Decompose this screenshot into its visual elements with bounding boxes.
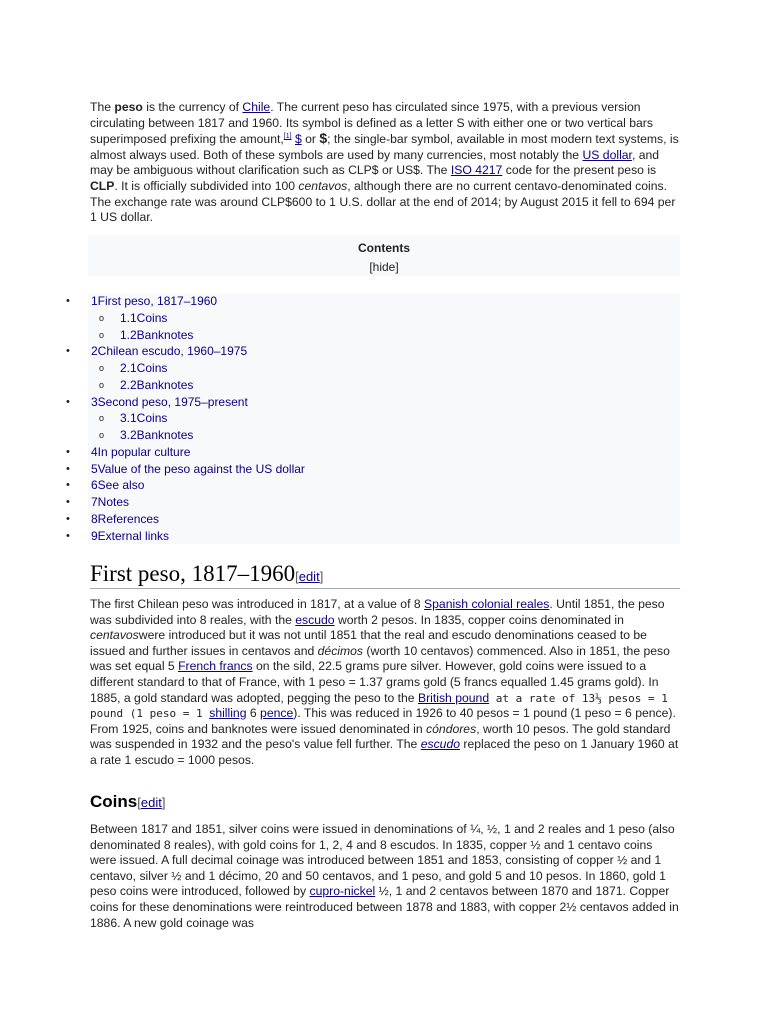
toc-item[interactable]: • 2Chilean escudo, 1960–1975 [66, 344, 248, 359]
toc-subitem[interactable]: o 3.1Coins [99, 411, 168, 426]
toc-item[interactable]: • 5Value of the peso against the US dollar [66, 461, 305, 476]
toc-subitem[interactable]: o 3.2Banknotes [99, 428, 194, 443]
peso-bold: peso [114, 100, 143, 114]
intro-paragraph: The peso is the currency of Chile. The current peso has circulated since 1975, with a previous version circulating between 1817 and 1960. Its symbol is defined as a letter S with either one or two vertical bars superimposed prefixing the amount,[1] $ or $; the single-bar symbol, available in most modern text systems, is almost always used. Both of these symbols are used by many currencies, most notably the US dollar, and may be ambiguous without clarification such as CLP$ or US$. The ISO 4217 code for the present peso is CLP. It is officially subdivided into 100 centavos, although there are no current centavo-denominated coins. The exchange rate was around CLP$600 to 1 U.S. dollar at the end of 2014; by August 2015 it fell to 694 per 1 US dollar. [90, 100, 679, 225]
toc-item[interactable]: • 3Second peso, 1975–present [66, 394, 248, 409]
toc-item[interactable]: • 1First peso, 1817–1960 [66, 294, 218, 308]
chile-link[interactable]: Chile [242, 100, 271, 114]
toc-item[interactable]: • 8References [66, 511, 160, 526]
escudo-link[interactable]: escudo [295, 612, 335, 627]
first-peso-paragraph: The first Chilean peso was introduced in 1817, at a value of 8 Spanish colonial reales. Until 1851, the peso was subdivided into 8 reales, with the escudo worth 2 pesos. In 1835, copper coins denominated in centavoswere introduced but it was not until 1851 that the real and escudo denominations ceased to be issued and further issues in centavos and décimos (worth 10 centavos) commenced. Also in 1851, the peso was set equal 5 French francs on the sild, 22.5 grams pure silver. However, gold coins were issued to a different standard to that of France, with 1 peso = 1.37 grams gold (5 francs equalled 1.45 grams gold). In 1885, a gold standard was adopted, pegging the peso to the British pound at a rate of 13⅓ pesos = 1 pound (1 peso = 1 shilling 6 pence). This was reduced in 1926 to 40 pesos = 1 pound (1 peso = 6 pence). From 1925, coins and banknotes were issued denominated in cóndores, worth 10 pesos. The gold standard was suspended in 1932 and the peso's value fell further. The escudo replaced the peso on 1 January 1960 at a rate 1 escudo = 1000 pesos. [90, 597, 679, 767]
toc-list [66, 293, 680, 544]
british-pound-link[interactable]: British pound [417, 690, 490, 705]
edit-link[interactable]: edit [298, 569, 320, 584]
toc-header [88, 235, 680, 276]
iso-4217-link[interactable]: ISO 4217 [450, 163, 503, 178]
coins-paragraph: Between 1817 and 1851, silver coins were issued in denominations of ¼, ½, 1 and 2 reales and 1 peso (also denominated 8 reales), with gold coins for 1, 2, 4 and 8 escudos. In 1835, copper ½ and 1 centavo coins were issued. A full decimal coinage was introduced between 1851 and 1853, consisting of copper ½ and 1 centavo, silver ½ and 1 décimo, 20 and 50 centavos, and 1 peso, and gold 5 and 10 pesos. In 1860, gold 1 peso coins were introduced, followed by cupro-nickel ½, 1 and 2 centavos between 1870 and 1871. Copper coins for these denominations were reintroduced between 1878 and 1883, with copper 2½ centavos added in 1886. A new gold coinage was [90, 822, 679, 930]
cupro-nickel-link[interactable]: cupro-nickel [309, 884, 376, 899]
shilling-link[interactable]: shilling [209, 706, 247, 721]
toc-item[interactable]: • 7Notes [66, 495, 130, 510]
toc-subitem[interactable]: o 2.2Banknotes [99, 377, 194, 392]
toc-item[interactable]: • 9External links [66, 528, 170, 543]
section-heading-coins: Coins[edit] [90, 792, 166, 811]
section-heading-first-peso: First peso, 1817–1960[edit] [90, 560, 680, 589]
toc-subitem[interactable]: o 1.2Banknotes [99, 327, 194, 342]
toc-subitem[interactable]: o 2.1Coins [99, 361, 168, 376]
edit-link[interactable]: edit [140, 795, 162, 810]
escudo-link-2[interactable]: escudo [420, 737, 461, 752]
toc-item[interactable]: • 4In popular culture [66, 444, 191, 459]
spanish-reales-link[interactable]: Spanish colonial reales [424, 597, 550, 611]
ref-1-link[interactable]: [1] [283, 133, 292, 141]
toc-item[interactable]: • 6See also [66, 478, 145, 493]
toc-subitem[interactable]: o 1.1Coins [99, 310, 168, 325]
toc-hide-toggle[interactable]: [hide] [369, 260, 399, 274]
double-bar-dollar-symbol: $ [319, 130, 328, 147]
clp-bold: CLP [90, 178, 115, 193]
toc-title: Contents [358, 241, 410, 255]
dollar-symbol-link[interactable]: $ [294, 132, 302, 147]
french-francs-link[interactable]: French francs [178, 659, 253, 674]
us-dollar-link[interactable]: US dollar [582, 147, 632, 162]
pence-link[interactable]: pence [260, 706, 294, 721]
